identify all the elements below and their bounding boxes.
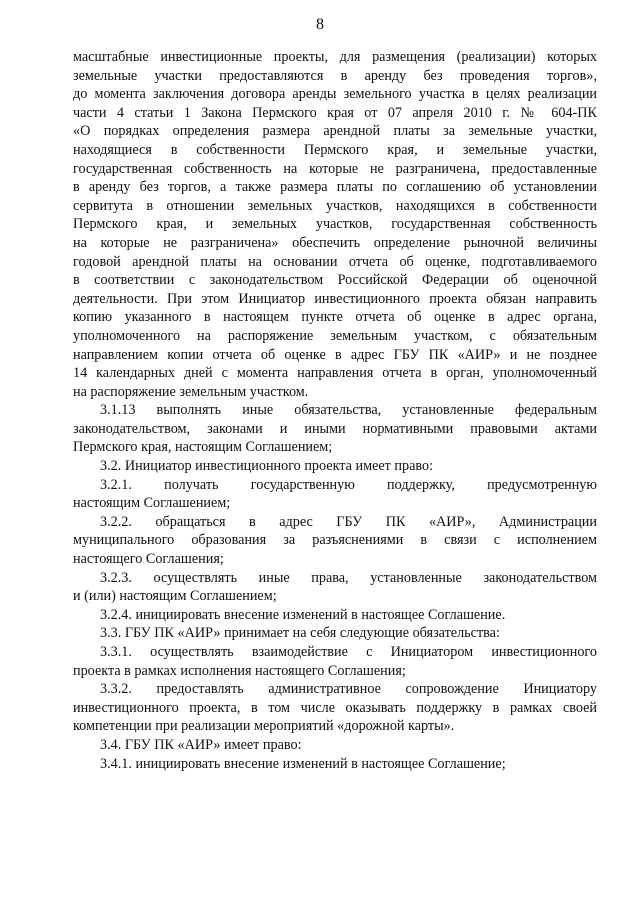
text-line: проекта в рамках исполнения настоящего Соглашения; [73, 662, 406, 679]
page-number: 8 [316, 16, 324, 33]
text-line: земельные участки предоставляются в аренду без проведения торгов», [73, 67, 597, 84]
text-line: 3.2.3. осуществлять иные права, установленные законодательством [100, 569, 597, 586]
text-line: «О порядках определения размера арендной платы за земельные участки, [73, 123, 597, 140]
text-line: государственная собственность на которые не разграничена, предоставленные [73, 160, 597, 177]
text-line: находящиеся в собственности Пермского края, и земельные участки, [73, 141, 597, 158]
text-line: 3.2. Инициатор инвестиционного проекта имеет право: [100, 458, 434, 475]
text-line: 3.2.2. обращаться в адрес ГБУ ПК «АИР», Администрации [100, 513, 597, 530]
text-line: 3.2.1. получать государственную поддержку, предусмотренную [100, 476, 597, 493]
text-line: уполномоченного на распоряжение земельным участком, с обязательным [73, 327, 597, 344]
text-line: 14 календарных дней с момента направления отчета в орган, уполномоченный [73, 365, 597, 382]
text-line: на распоряжение земельным участком. [73, 383, 309, 400]
text-line: законодательством, законами и иными нормативными правовыми актами [73, 420, 597, 437]
text-line: компетенции при реализации мероприятий «дорожной карты». [73, 718, 455, 735]
text-line: 3.3.2. предоставлять административное сопровождение Инициатору [100, 681, 597, 698]
text-line: копию указанного в настоящем пункте отчета об оценке в адрес органа, [73, 309, 597, 326]
text-line: Пермского края, и земельных участков, государственная собственность [73, 216, 597, 233]
text-line: сервитута в отношении земельных участков, находящихся в собственности [73, 197, 597, 214]
text-line: в соответствии с законодательством Российской Федерации об оценочной [73, 272, 597, 289]
text-line: годовой арендной платы на основании отчета об оценке, подготавливаемого [73, 253, 597, 270]
document-body [73, 48, 597, 773]
text-line: до момента заключения договора аренды земельного участка в целях реализации [73, 86, 597, 103]
text-line: части 4 статьи 1 Закона Пермского края от 07 апреля 2010 г. № 604-ПК [73, 104, 597, 121]
text-line: настоящим Соглашением; [73, 495, 231, 512]
text-line: настоящего Соглашения; [73, 551, 224, 568]
text-line: деятельности. При этом Инициатор инвестиционного проекта обязан направить [73, 290, 597, 307]
text-line: 3.4. ГБУ ПК «АИР» имеет право: [100, 736, 302, 753]
text-line: 3.2.4. инициировать внесение изменений в настоящее Соглашение. [100, 606, 506, 623]
text-line: 3.4.1. инициировать внесение изменений в настоящее Соглашение; [100, 755, 506, 772]
text-line: муниципального образования за разъяснениями в связи с исполнением [73, 532, 597, 549]
text-line: направлением копии отчета об оценке в адрес ГБУ ПК «АИР» и не позднее [73, 346, 597, 363]
text-line: в аренду без торгов, а также размера платы по соглашению об установлении [73, 179, 597, 196]
text-line: на которые не разграничена» обеспечить определение рыночной величины [73, 234, 597, 251]
text-line: и (или) настоящим Соглашением; [73, 588, 277, 605]
text-line: 3.1.13 выполнять иные обязательства, установленные федеральным [100, 402, 597, 419]
text-line: Пермского края, настоящим Соглашением; [73, 439, 333, 456]
text-line: инвестиционного проекта, в том числе оказывать поддержку в рамках своей [73, 699, 597, 716]
text-line: 3.3.1. осуществлять взаимодействие с Инициатором инвестиционного [100, 644, 597, 660]
text-line: масштабные инвестиционные проекты, для размещения (реализации) которых [73, 49, 597, 65]
text-line: 3.3. ГБУ ПК «АИР» принимает на себя следующие обязательства: [100, 625, 500, 642]
